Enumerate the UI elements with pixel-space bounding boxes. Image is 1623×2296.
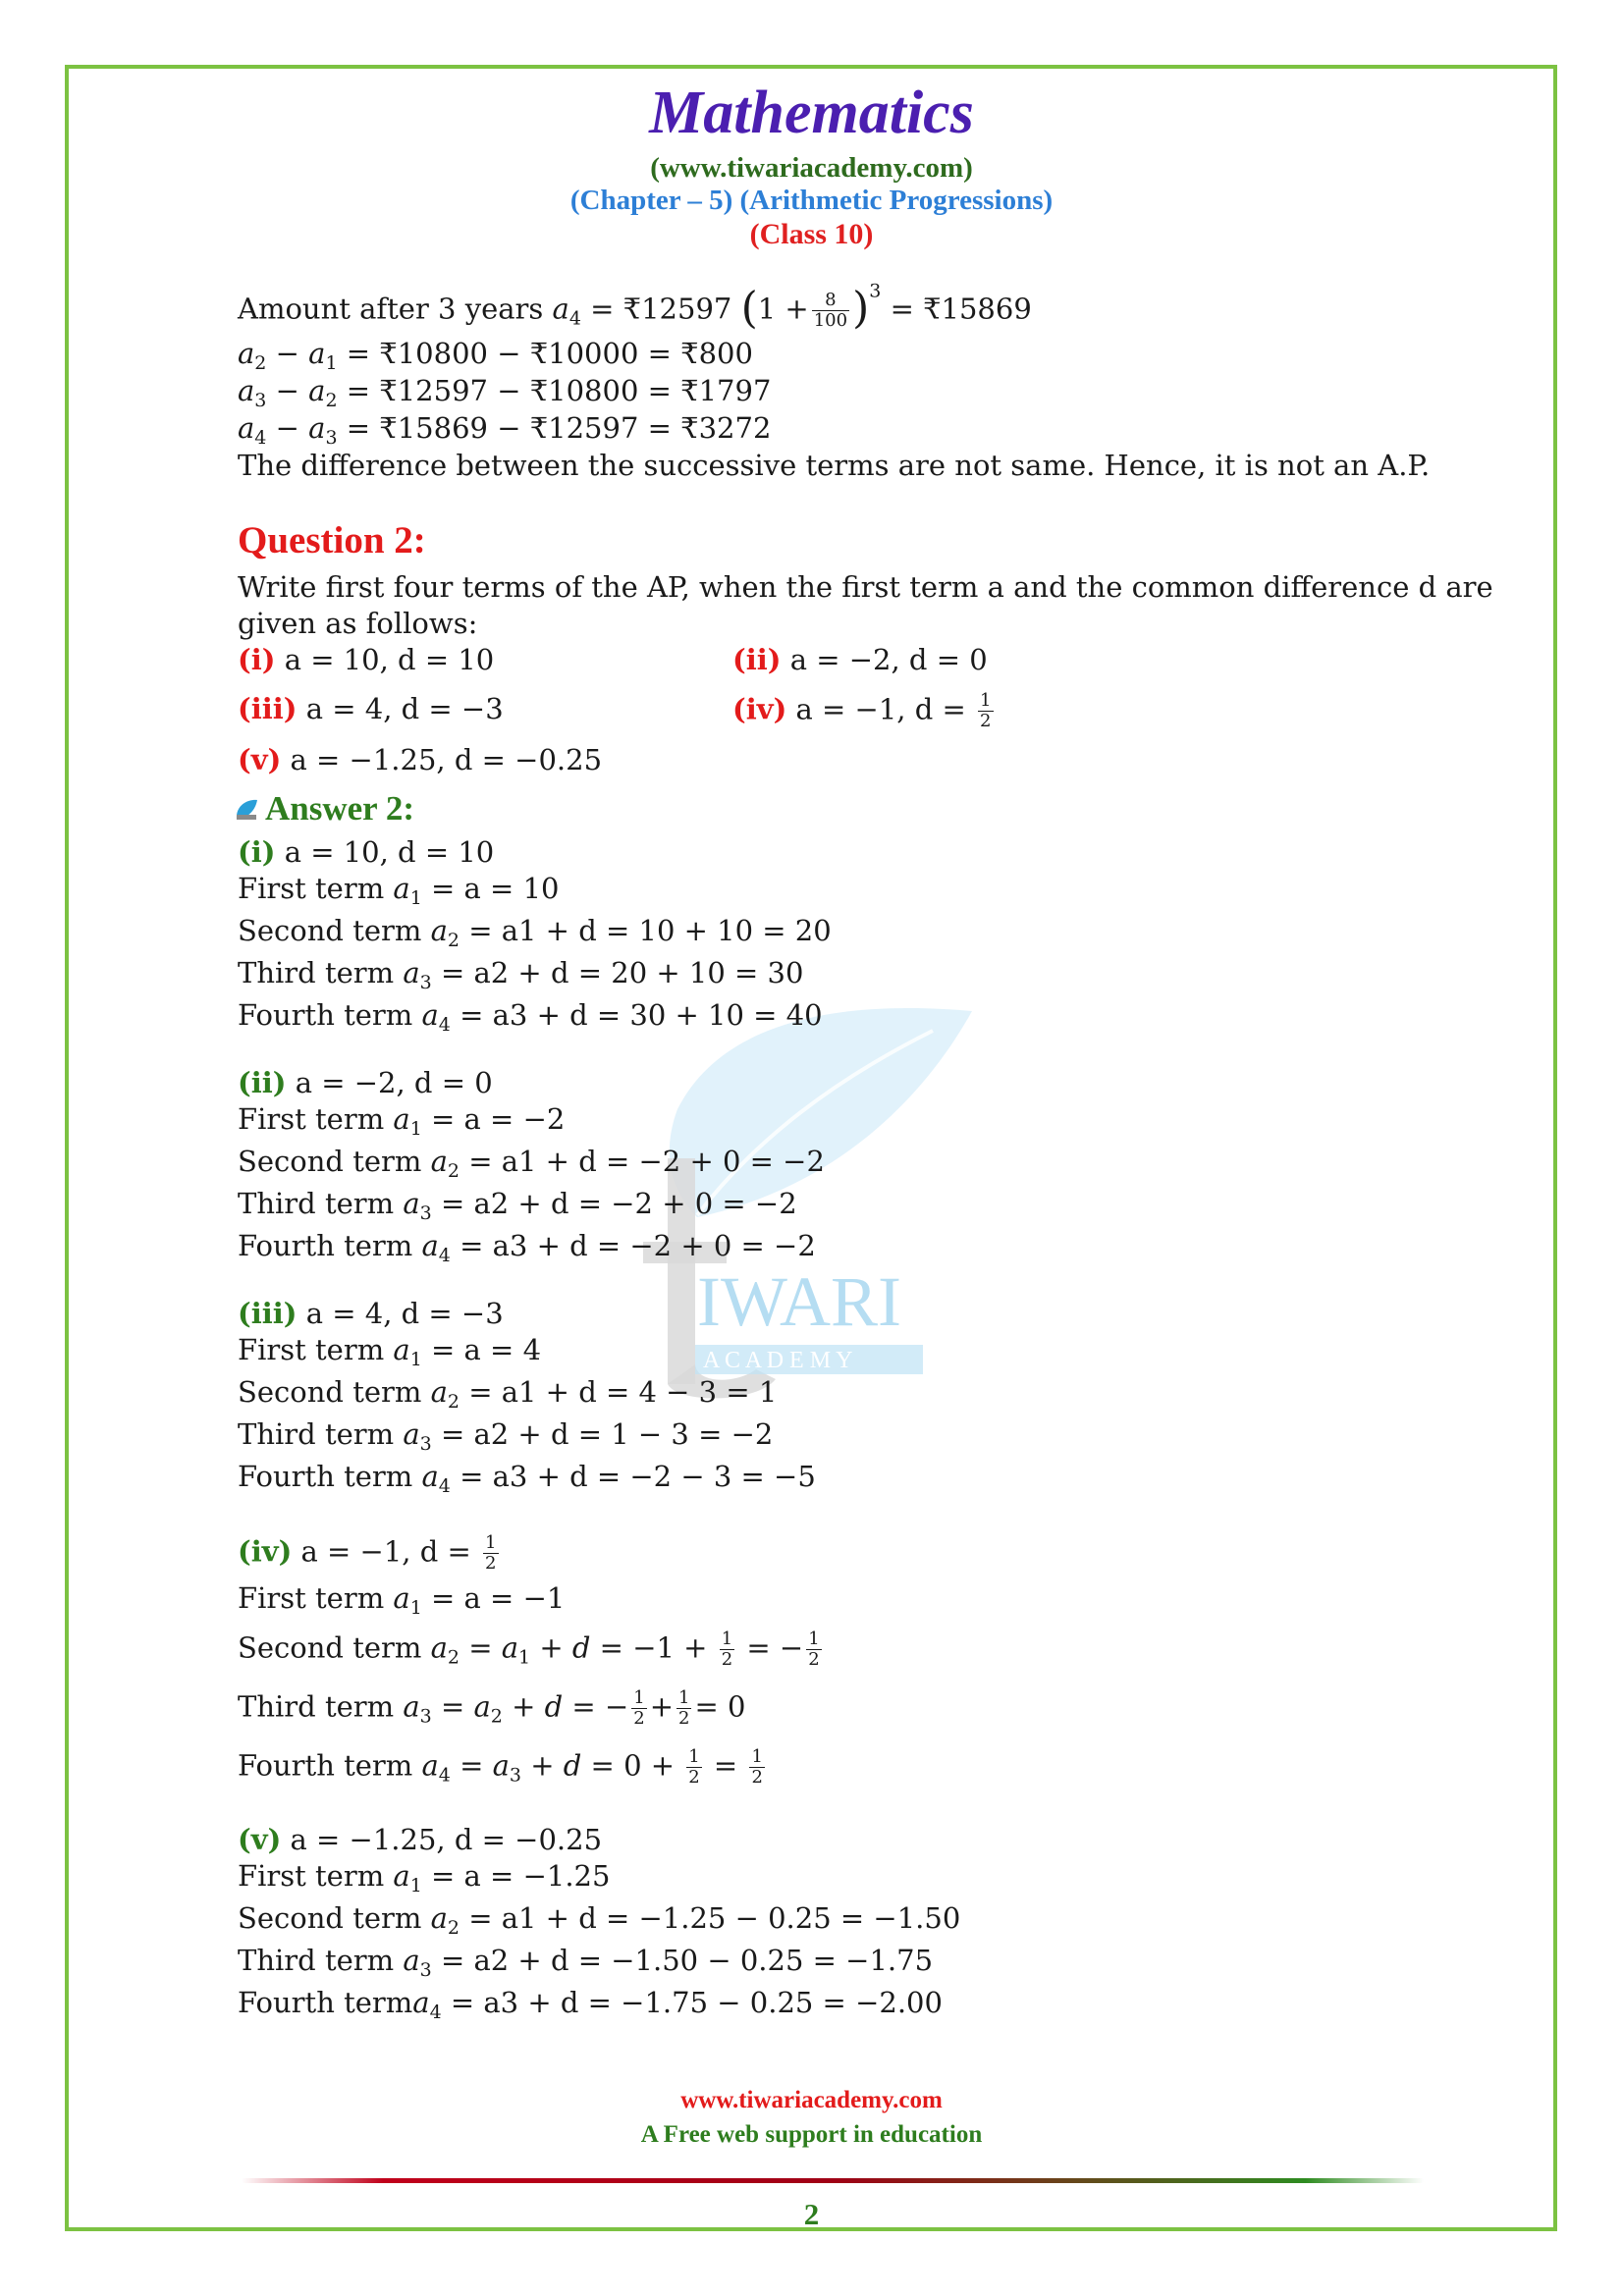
diff-line-1: $a_2 - a_1$ = ₹10800 − ₹10000 = ₹800 (238, 337, 753, 374)
list-item: First term $a_1 = a = 10$ (238, 872, 560, 909)
list-item: Fourth term $a_4 = a3 + d = 30 + 10 = 40$ (238, 998, 823, 1036)
diff-line-3: $a_4 - a_3$ = ₹15869 − ₹12597 = ₹3272 (238, 411, 772, 449)
question-heading: Question 2: (238, 519, 426, 561)
list-item: Third term $a_3 = a2 + d = 1 - 3 = -2$ (238, 1417, 774, 1455)
footer-tagline: A Free web support in education (640, 2121, 983, 2148)
question-part-iii: (iii) a = 4, d = −3 (238, 692, 504, 725)
answer-part-v: (v) a = −1.25, d = −0.25 (238, 1823, 603, 1856)
footer-site: www.tiwariacademy.com (680, 2087, 943, 2113)
list-item: Fourth term $a_4 = a3 + d = -2 - 3 = -5$ (238, 1460, 816, 1497)
list-item: Third term $a_3 = a2 + d = -2 + 0 = -2$ (238, 1187, 797, 1224)
answer-part-iii: (iii) a = 4, d = −3 (238, 1297, 504, 1330)
header-class: (Class 10) (749, 218, 874, 250)
diff-line-2: $a_3 - a_2$ = ₹12597 − ₹10800 = ₹1797 (238, 374, 772, 411)
answer-icon (234, 797, 259, 823)
question-part-v: (v) a = −1.25, d = −0.25 (238, 743, 603, 776)
question-part-i: (i) a = 10, d = 10 (238, 643, 495, 676)
question-text-1: Write first four terms of the AP, when the first term a and the common difference d are (238, 570, 1493, 604)
answer-heading: Answer 2: (234, 791, 414, 827)
answer-part-ii: (ii) a = −2, d = 0 (238, 1066, 493, 1099)
list-item: Second term $a_2 = a1 + d = 4 - 3 = 1$ (238, 1375, 778, 1413)
conclusion-text: The difference between the successive terms are not same. Hence, it is not an A.P. (238, 449, 1431, 482)
amount-base: = ₹12597 (590, 292, 732, 326)
list-item: Third term $a_3 = a2 + d = -1.50 - 0.25 = -1.75$ (238, 1944, 934, 1981)
header-chapter: (Chapter – 5) (Arithmetic Progressions) (569, 185, 1054, 216)
list-item: Second term $a_2 = a_1 + d = -1$ + $\frac{1}{2}$ = − $\frac{1}{2}$ (238, 1629, 820, 1670)
fraction: $\frac{8}{100}$ (813, 290, 848, 331)
watermark-brand: IWARI (697, 1262, 901, 1341)
list-item: Fourth term $a_4 = a_3 + d = 0$ + $\frac{1}{2}$ = $\frac{1}{2}$ (238, 1746, 763, 1788)
amount-result: = ₹15869 (890, 292, 1032, 326)
list-item: First term $a_1 = a = 4$ (238, 1333, 542, 1370)
list-item: Second term $a_2 = a1 + d = -1.25 - 0.25 = -1.50$ (238, 1901, 961, 1939)
amount-one-plus: 1 + (757, 292, 809, 326)
question-part-iv: (iv) a = −1, d = $\frac{1}{2}$ (732, 690, 992, 731)
list-item: Fourth terma$_4$ = a3 + d = −1.75 − 0.25 = −2.00 (238, 1986, 943, 2023)
page-title: Mathematics (649, 80, 974, 146)
answer-part-i: (i) a = 10, d = 10 (238, 835, 495, 869)
list-item: First term $a_1 = a = -1$ (238, 1581, 566, 1619)
amount-line: Amount after 3 years $a_4$ = ₹12597 (1 + $\frac{8}{100}$ )$^3$ = ₹15869 (238, 280, 1032, 334)
list-item: Second term $a_2 = a1 + d = -2 + 0 = -2$ (238, 1145, 825, 1182)
answer-part-iv: (iv) a = −1, d = $\frac{1}{2}$ (238, 1532, 497, 1574)
question-part-ii: (ii) a = −2, d = 0 (732, 643, 988, 676)
list-item: First term $a_1 = a = -1.25$ (238, 1859, 611, 1896)
watermark-sub: A C A D E M Y (703, 1348, 853, 1373)
header-site: (www.tiwariacademy.com) (650, 152, 973, 184)
list-item: First term $a_1 = a = -2$ (238, 1102, 566, 1140)
list-item: Second term $a_2 = a1 + d = 10 + 10 = 20$ (238, 914, 832, 951)
list-item: Third term $a_3 = a_2 + d$ = − $\frac{1}{2}$ + $\frac{1}{2}$ = 0 (238, 1687, 746, 1729)
footer-divider (242, 2178, 1424, 2183)
list-item: Third term $a_3 = a2 + d = 20 + 10 = 30$ (238, 956, 804, 993)
list-item: Fourth term $a_4 = a3 + d = -2 + 0 = -2$ (238, 1229, 816, 1266)
question-text-2: given as follows: (238, 607, 478, 640)
page-number: 2 (803, 2197, 820, 2231)
amount-label: Amount after 3 years (238, 292, 544, 326)
